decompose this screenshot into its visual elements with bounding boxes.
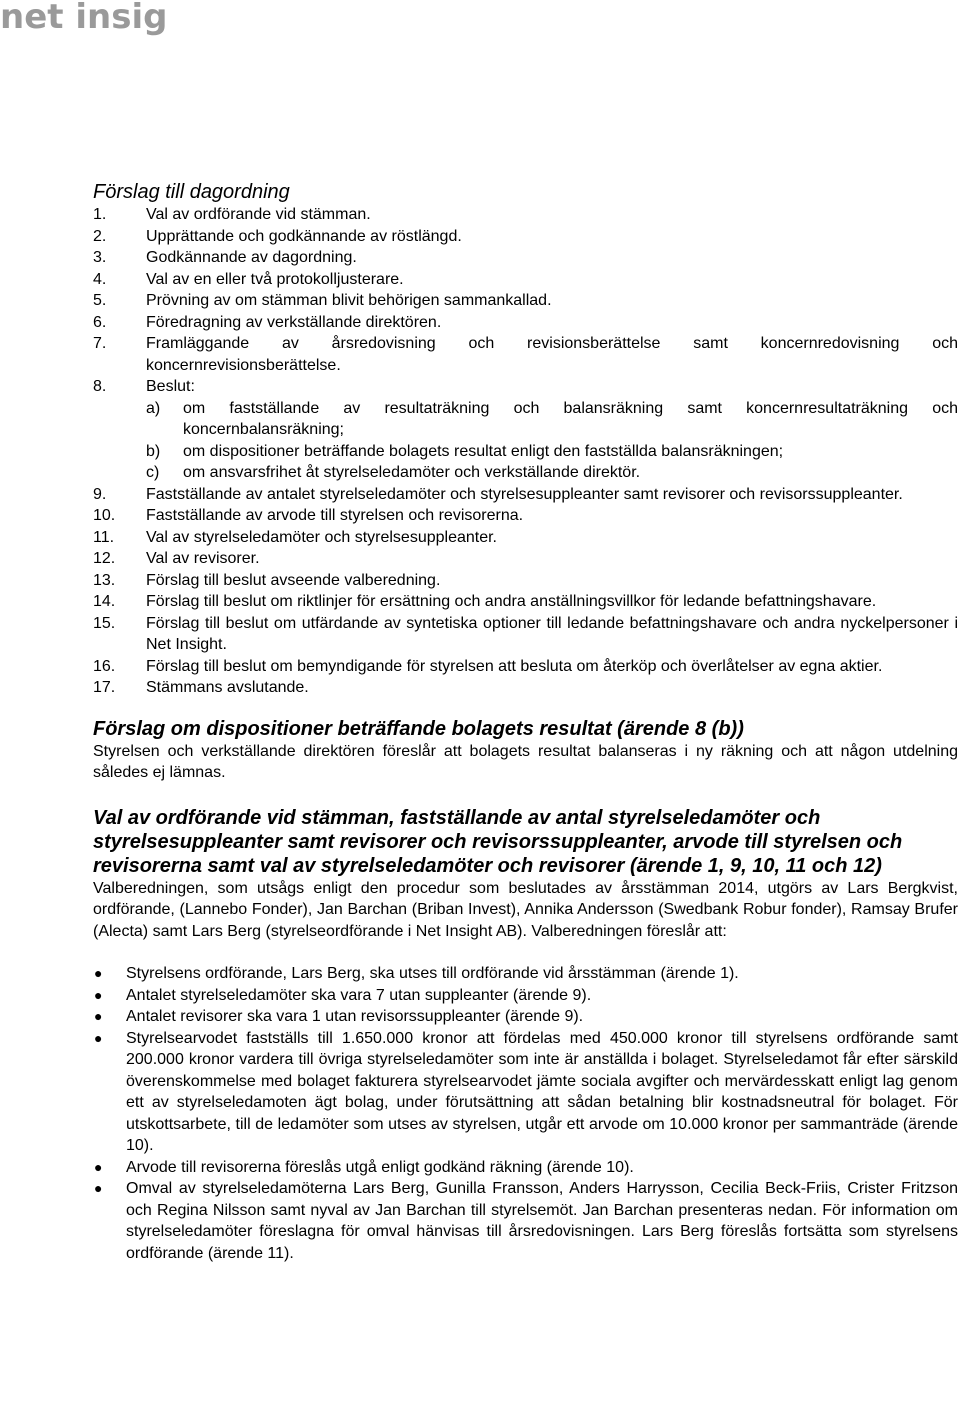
company-logo: net insig	[0, 0, 168, 37]
section-title-dispositions: Förslag om dispositioner beträffande bolagets resultat (ärende 8 (b))	[93, 717, 744, 740]
agenda-sub-item	[146, 398, 958, 441]
bullet-item	[93, 1178, 958, 1264]
agenda-item	[93, 312, 958, 334]
agenda-item-text: Stämmans avslutande.	[146, 679, 309, 696]
bullet-icon: ●	[94, 965, 103, 981]
agenda-item	[93, 269, 958, 291]
agenda-sub-list	[146, 398, 958, 484]
agenda-item-number: 16.	[93, 657, 116, 675]
agenda-item-number: 11.	[93, 528, 115, 546]
agenda-item	[93, 613, 958, 656]
agenda-item-number: 12.	[93, 550, 116, 567]
agenda-item-text: Förslag till beslut om bemyndigande för styrelsen att besluta om återköp och överlåtelser av egna aktier.	[146, 657, 883, 675]
agenda-title: Förslag till dagordning	[93, 181, 290, 203]
agenda-item	[93, 333, 958, 376]
document-body	[93, 180, 958, 1264]
agenda-item	[93, 247, 958, 269]
agenda-item-text: Förslag till beslut om riktlinjer för ersättning och andra anställningsvillkor för ledande befattningshavare.	[146, 593, 877, 610]
proposal-bullet-list	[93, 963, 958, 1264]
agenda-item-number: 1.	[93, 206, 107, 223]
agenda-item-text: Förslag till beslut avseende valberedning.	[146, 571, 441, 589]
agenda-item-text: Föredragning av verkställande direktören.	[146, 313, 442, 331]
bullet-item	[93, 963, 958, 985]
agenda-item	[93, 226, 958, 248]
agenda-item-number: 13.	[93, 571, 116, 589]
agenda-item-number: 9.	[93, 485, 107, 503]
agenda-sub-item	[146, 462, 958, 484]
bullet-text: Antalet revisorer ska vara 1 utan revisorssuppleanter (ärende 9).	[126, 1008, 584, 1025]
agenda-sub-item-text: om dispositioner beträffande bolagets resultat enligt den fastställda balansräkningen;	[183, 442, 784, 460]
agenda-item	[93, 376, 958, 484]
bullet-text: Arvode till revisorerna föreslås utgå enligt godkänd räkning (ärende 10).	[126, 1158, 634, 1176]
bullet-icon: ●	[94, 1158, 103, 1175]
agenda-item-number: 5.	[93, 292, 107, 309]
agenda-item-number: 17.	[93, 679, 116, 696]
agenda-item-number: 15.	[93, 614, 116, 632]
bullet-text: Omval av styrelseledamöterna Lars Berg, Gunilla Fransson, Anders Harrysson, Cecilia Beck-Friis, Crister Fritzson och Regina Nilsson samt nyval av Jan Barchan till styrelsemöt. Jan Barchan presenteras nedan. För information om styrelseledamöter föreslagna för omval hänvisas till årsredovisningen. Lars Berg föreslås fortsätta som styrelsens ordförande (ärende 11).	[126, 1180, 958, 1262]
agenda-item-text: Val av revisorer.	[146, 550, 260, 567]
section-body-dispositions: Styrelsen och verkställande direktören föreslår att bolagets resultat balanseras i ny räkning och att någon utdelning således ej lämnas.	[93, 742, 958, 781]
section-title-elections: Val av ordförande vid stämman, fastställande av antal styrelseledamöter och styrelsesuppleanter samt revisorer och revisorssuppleanter, arvode till styrelsen och revisorerna samt val av styrelseledamöter och revisorer (ärende 1, 9, 10, 11 och 12)	[93, 806, 903, 877]
bullet-item	[93, 1157, 958, 1179]
agenda-item	[93, 204, 958, 226]
agenda-item-number: 14.	[93, 593, 116, 610]
agenda-item-text: Upprättande och godkännande av röstlängd.	[146, 227, 462, 245]
agenda-item-text: Val av en eller två protokolljusterare.	[146, 270, 404, 288]
bullet-icon: ●	[94, 1180, 103, 1196]
agenda-item-text: Val av styrelseledamöter och styrelsesuppleanter.	[146, 528, 497, 546]
agenda-item	[93, 527, 958, 549]
agenda-item-number: 2.	[93, 227, 107, 245]
bullet-icon: ●	[94, 986, 103, 1003]
agenda-item-text: Fastställande av antalet styrelseledamöter och styrelsesuppleanter samt revisorer och revisorssuppleanter.	[146, 485, 903, 503]
section-body-elections: Valberedningen, som utsågs enligt den procedur som beslutades av årsstämman 2014, utgörs av Lars Bergkvist, ordförande, (Lannebo Fonder), Jan Barchan (Briban Invest), Annika Andersson (Swedbank Robur fonder), Ramsay Brufer (Alecta) samt Lars Berg (styrelseordförande i Net Insight AB). Valberedningen föreslår att:	[93, 879, 958, 940]
agenda-sub-item-letter: b)	[146, 442, 161, 460]
agenda-item	[93, 656, 958, 678]
agenda-item	[93, 505, 958, 527]
agenda-item	[93, 548, 958, 570]
agenda-item-number: 10.	[93, 507, 116, 524]
agenda-sub-item-text: om fastställande av resultaträkning och balansräkning samt koncernresultaträkning och koncernbalansräkning;	[183, 399, 958, 438]
agenda-item	[93, 677, 958, 699]
agenda-sub-item-letter: c)	[146, 464, 160, 481]
agenda-item-number: 3.	[93, 249, 107, 266]
agenda-list	[93, 204, 958, 699]
agenda-item	[93, 570, 958, 592]
agenda-item-text: Förslag till beslut om utfärdande av syntetiska optioner till ledande befattningshavare och andra nyckelpersoner i Net Insight.	[146, 614, 958, 653]
bullet-item	[93, 1028, 958, 1157]
agenda-item	[93, 290, 958, 312]
agenda-item-text: Beslut:	[146, 378, 195, 395]
agenda-item-number: 7.	[93, 335, 107, 352]
agenda-item-number: 4.	[93, 270, 107, 288]
agenda-item-text: Val av ordförande vid stämman.	[146, 206, 371, 223]
agenda-sub-item	[146, 441, 958, 463]
agenda-item-text: Framläggande av årsredovisning och revisionsberättelse samt koncernredovisning och koncernrevisionsberättelse.	[146, 335, 958, 374]
bullet-icon: ●	[94, 1008, 103, 1024]
bullet-item	[93, 1006, 958, 1028]
agenda-item	[93, 484, 958, 506]
agenda-item-number: 8.	[93, 378, 107, 395]
bullet-text: Styrelsearvodet fastställs till 1.650.000 kronor att fördelas med 450.000 kronor till styrelsens ordförande samt 200.000 kronor vardera till övriga styrelseledamöter som inte är anställda i bolaget. Styrelseledamot får efter särskild överenskommelse med bolaget fakturera styrelsearvodet jämte sociala avgifter och mervärdesskatt enligt lag genom ett av styrelseledamoten ägt bolag, under förutsättning att sådan betalning blir kostnadsneutral för bolaget. För utskottsarbete, till de ledamöter som utses av styrelsen, utgår ett arvode om 10.000 kronor per sammanträde (ärende 10).	[126, 1029, 958, 1154]
agenda-item	[93, 591, 958, 613]
bullet-text: Styrelsens ordförande, Lars Berg, ska utses till ordförande vid årsstämman (ärende 1).	[126, 965, 739, 982]
agenda-item-text: Fastställande av arvode till styrelsen och revisorerna.	[146, 507, 524, 524]
bullet-icon: ●	[94, 1029, 103, 1046]
agenda-sub-item-text: om ansvarsfrihet åt styrelseledamöter och verkställande direktör.	[183, 464, 641, 481]
agenda-item-number: 6.	[93, 313, 107, 331]
agenda-sub-item-letter: a)	[146, 399, 161, 417]
agenda-item-text: Prövning av om stämman blivit behörigen sammankallad.	[146, 292, 552, 309]
bullet-text: Antalet styrelseledamöter ska vara 7 utan suppleanter (ärende 9).	[126, 986, 592, 1004]
agenda-item-text: Godkännande av dagordning.	[146, 249, 357, 266]
bullet-item	[93, 985, 958, 1007]
